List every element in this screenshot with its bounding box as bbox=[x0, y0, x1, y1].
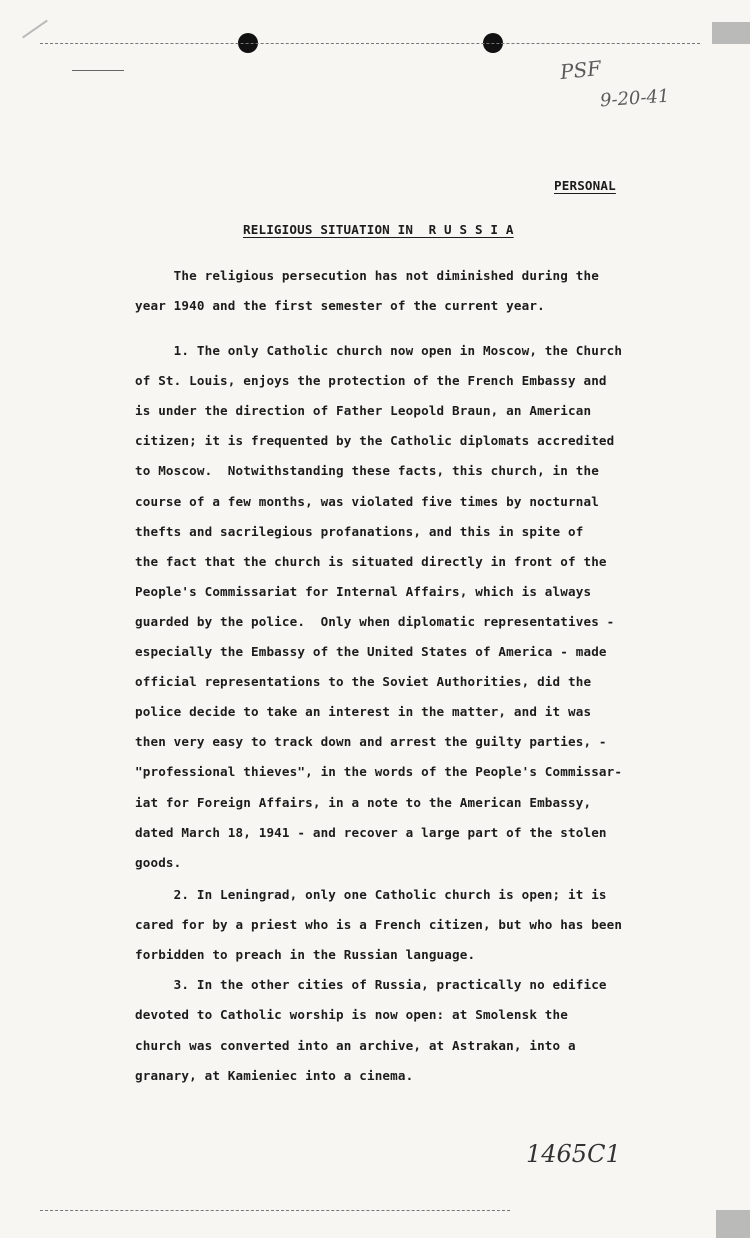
top-short-rule bbox=[72, 70, 124, 71]
text-line: then very easy to track down and arrest the guilty parties, - bbox=[135, 734, 607, 750]
text-line: of St. Louis, enjoys the protection of the French Embassy and bbox=[135, 373, 607, 389]
scan-smudge-bottom-right bbox=[716, 1210, 750, 1238]
handwritten-date: 9-20-41 bbox=[599, 85, 671, 112]
text-line: "professional thieves", in the words of the People's Commissar- bbox=[135, 764, 623, 780]
text-line: to Moscow. Notwithstanding these facts, this church, in the bbox=[135, 463, 599, 479]
text-line: citizen; it is frequented by the Catholic diplomats accredited bbox=[135, 433, 615, 449]
text-line: is under the direction of Father Leopold Braun, an American bbox=[135, 403, 592, 419]
text-line: church was converted into an archive, at Astrakan, into a bbox=[135, 1037, 576, 1053]
text-line: iat for Foreign Affairs, in a note to the American Embassy, bbox=[135, 794, 592, 810]
bottom-dashed-rule bbox=[40, 1210, 510, 1211]
text-line: goods. bbox=[135, 854, 182, 870]
text-line: 1. The only Catholic church now open in Moscow, the Church bbox=[135, 343, 623, 358]
text-line: especially the Embassy of the United States of America - made bbox=[135, 644, 607, 659]
text-line: devoted to Catholic worship is now open: at Smolensk the bbox=[135, 1007, 568, 1023]
handwritten-document-number: 1465C1 bbox=[526, 1140, 621, 1168]
text-line: forbidden to preach in the Russian language. bbox=[135, 947, 476, 962]
handwritten-file-code: PSF bbox=[558, 55, 603, 85]
text-line: cared for by a priest who is a French citizen, but who has been bbox=[135, 917, 623, 932]
top-dashed-rule bbox=[40, 43, 700, 44]
scan-mark-left bbox=[22, 20, 48, 39]
text-line: official representations to the Soviet Authorities, did the bbox=[135, 674, 592, 690]
text-line: dated March 18, 1941 - and recover a large part of the stolen bbox=[135, 824, 607, 840]
text-line: 2. In Leningrad, only one Catholic church is open; it is bbox=[135, 887, 607, 902]
text-line: People's Commissariat for Internal Affairs, which is always bbox=[135, 583, 592, 599]
text-line: granary, at Kamieniec into a cinema. bbox=[135, 1067, 414, 1083]
personal-marking: PERSONAL bbox=[554, 178, 616, 193]
text-line: the fact that the church is situated directly in front of the bbox=[135, 553, 607, 569]
text-line: year 1940 and the first semester of the current year. bbox=[135, 298, 545, 313]
text-line: guarded by the police. Only when diplomatic representatives - bbox=[135, 613, 615, 629]
text-line: course of a few months, was violated five times by nocturnal bbox=[135, 493, 599, 509]
scan-smudge-top-right bbox=[712, 22, 750, 44]
text-line: thefts and sacrilegious profanations, and this in spite of bbox=[135, 523, 584, 539]
text-line: police decide to take an interest in the matter, and it was bbox=[135, 704, 592, 720]
text-line: The religious persecution has not diminished during the bbox=[135, 268, 599, 283]
text-line: 3. In the other cities of Russia, practically no edifice bbox=[135, 977, 607, 992]
document-title: RELIGIOUS SITUATION IN R U S S I A bbox=[243, 222, 514, 237]
